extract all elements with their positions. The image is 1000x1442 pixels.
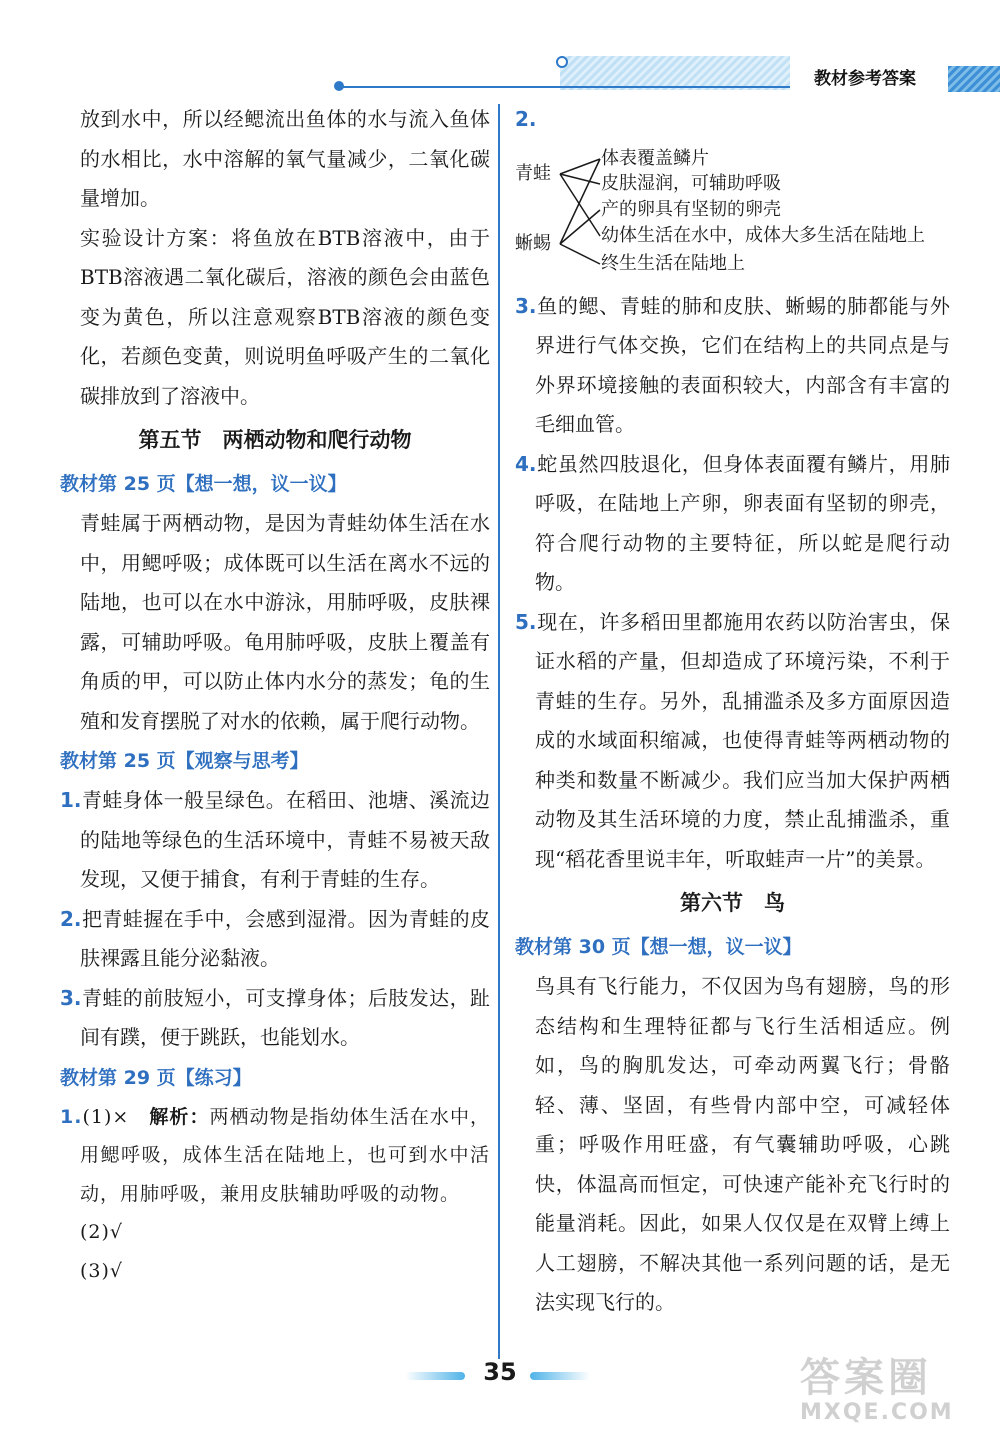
item-number: 5. bbox=[515, 609, 537, 634]
item-number: 3. bbox=[515, 293, 537, 318]
diagram-left-lizard: 蜥蜴 bbox=[515, 232, 551, 254]
observe-item-3 bbox=[60, 979, 490, 1058]
watermark-logo bbox=[800, 1355, 990, 1435]
exercise-part-2: (2)√ bbox=[80, 1221, 124, 1243]
item-number: 1. bbox=[60, 1105, 83, 1128]
page-number-decoration-right bbox=[530, 1372, 590, 1380]
item-text: 青蛙的前肢短小，可支撑身体；后肢发达，趾间有蹼，便于跳跃，也能划水。 bbox=[80, 985, 490, 1049]
item-text: 鱼的鳃、青蛙的肺和皮肤、蜥蜴的肺都能与外界进行气体交换，它们在结构上的共同点是与外界环境接触的表面积较大，内部含有丰富的毛细血管。 bbox=[535, 293, 950, 436]
paragraph-continued: 放到水中，所以经鳃流出鱼体的水与流入鱼体的水相比，水中溶解的氧气量减少，二氧化碳量增加。 bbox=[80, 107, 490, 210]
diagram-trait-5: 终生生活在陆地上 bbox=[601, 252, 745, 274]
textbook-ref-p30-think: 教材第 30 页【想一想，议一议】 bbox=[515, 936, 802, 958]
header-bullet-icon bbox=[334, 81, 344, 91]
right-column bbox=[515, 100, 950, 1323]
item-text: 蛇虽然四肢退化，但身体表面覆有鳞片，用肺呼吸，在陆地上产卵，卵表面有坚韧的卵壳，符合爬行动物的主要特征，所以蛇是爬行动物。 bbox=[535, 451, 950, 594]
header-band bbox=[560, 56, 790, 90]
exercise-part-3: (3)√ bbox=[80, 1259, 124, 1282]
section-6-title: 第六节 鸟 bbox=[680, 891, 785, 915]
textbook-ref-p25-observe: 教材第 25 页【观察与思考】 bbox=[60, 750, 309, 772]
page-number-decoration-left bbox=[405, 1372, 465, 1380]
column-divider bbox=[498, 104, 500, 1359]
diagram-trait-2: 皮肤湿润，可辅助呼吸 bbox=[601, 172, 781, 194]
textbook-ref-p25-think: 教材第 25 页【想一想，议一议】 bbox=[60, 473, 347, 495]
analysis-label: 解析： bbox=[149, 1105, 210, 1128]
header-tab bbox=[948, 66, 1000, 92]
item-number: 4. bbox=[515, 451, 537, 476]
exercise-part-1: (1)× bbox=[82, 1105, 130, 1128]
section-5-title: 第五节 两栖动物和爬行动物 bbox=[138, 428, 412, 452]
item-number: 2. bbox=[60, 906, 82, 931]
analysis-text: 两栖动物是指幼体生活在水中，用鳃呼吸，成体生活在陆地上，也可到水中活动，用肺呼吸，兼用皮肤辅助呼吸的动物。 bbox=[80, 1105, 490, 1205]
textbook-ref-p29-exercise: 教材第 29 页【练习】 bbox=[60, 1066, 252, 1089]
item-text: 现在，许多稻田里都施用农药以防治害虫，保证水稻的产量，但却造成了环境污染，不利于青蛙的生存。另外，乱捕滥杀及多方面原因造成的水域面积缩减，也使得青蛙等两栖动物的种类和数量不断减少。我们应当加大保护两栖动物及其生活环境的力度，禁止乱捕滥杀，重现“稻花香里说丰年，听取蛙声一片”的美景。 bbox=[535, 609, 950, 871]
answer-item-3 bbox=[515, 287, 950, 445]
bird-flight-answer: 鸟具有飞行能力，不仅因为鸟有翅膀，鸟的形态结构和生理特征都与飞行生活相适应。例如，鸟的胸肌发达，可牵动两翼飞行；骨骼轻、薄、坚固，有些骨内部中空，可减轻体重；呼吸作用旺盛，有气囊辅助呼吸，心跳快，体温高而恒定，可快速产能补充飞行时的能量消耗。因此，如果人仅仅是在双臂上缚上人工翅膀，不解决其他一系列问题的话，是无法实现飞行的。 bbox=[535, 974, 950, 1314]
exercise-item-1 bbox=[60, 1098, 490, 1214]
header-dot-icon bbox=[556, 56, 568, 68]
diagram-trait-3: 产的卵具有坚韧的卵壳 bbox=[601, 198, 781, 220]
answer-item-5 bbox=[515, 603, 950, 880]
diagram-trait-4: 幼体生活在水中，成体大多生活在陆地上 bbox=[601, 224, 925, 246]
watermark-text: 答案圈 bbox=[800, 1355, 932, 1401]
answer-item-4 bbox=[515, 445, 950, 603]
left-column bbox=[60, 100, 490, 1290]
item-number: 1. bbox=[60, 788, 82, 812]
diagram-left-frog: 青蛙 bbox=[515, 162, 551, 184]
observe-item-2 bbox=[60, 900, 490, 979]
item-number: 2. bbox=[515, 107, 537, 131]
header-rule bbox=[340, 86, 790, 88]
frog-turtle-answer: 青蛙属于两栖动物，是因为青蛙幼体生活在水中，用鳃呼吸；成体既可以生活在离水不远的陆地，也可以在水中游泳，用肺呼吸，皮肤裸露，可辅助呼吸。龟用肺呼吸，皮肤上覆盖有角质的甲，可以防止体内水分的蒸发；龟的生殖和发育摆脱了对水的依赖，属于爬行动物。 bbox=[80, 511, 490, 733]
header-label: 教材参考答案 bbox=[790, 66, 940, 92]
matching-diagram bbox=[515, 144, 950, 279]
item-text: 青蛙身体一般呈绿色。在稻田、池塘、溪流边的陆地等绿色的生活环境中，青蛙不易被天敌发现，又便于捕食，有利于青蛙的生存。 bbox=[80, 788, 490, 891]
question-2-number bbox=[515, 100, 950, 140]
item-text: 把青蛙握在手中，会感到湿滑。因为青蛙的皮肤裸露且能分泌黏液。 bbox=[80, 906, 490, 970]
page-number: 35 bbox=[483, 1358, 517, 1386]
observe-item-1 bbox=[60, 781, 490, 900]
item-number: 3. bbox=[60, 985, 82, 1010]
experiment-design: 实验设计方案：将鱼放在BTB溶液中，由于BTB溶液遇二氧化碳后，溶液的颜色会由蓝色变为黄色，所以注意观察BTB溶液的颜色变化，若颜色变黄，则说明鱼呼吸产生的二氧化碳排放到了溶液中。 bbox=[80, 225, 490, 408]
watermark-url: MXQE.COM bbox=[800, 1400, 954, 1425]
diagram-trait-1: 体表覆盖鳞片 bbox=[601, 147, 709, 169]
